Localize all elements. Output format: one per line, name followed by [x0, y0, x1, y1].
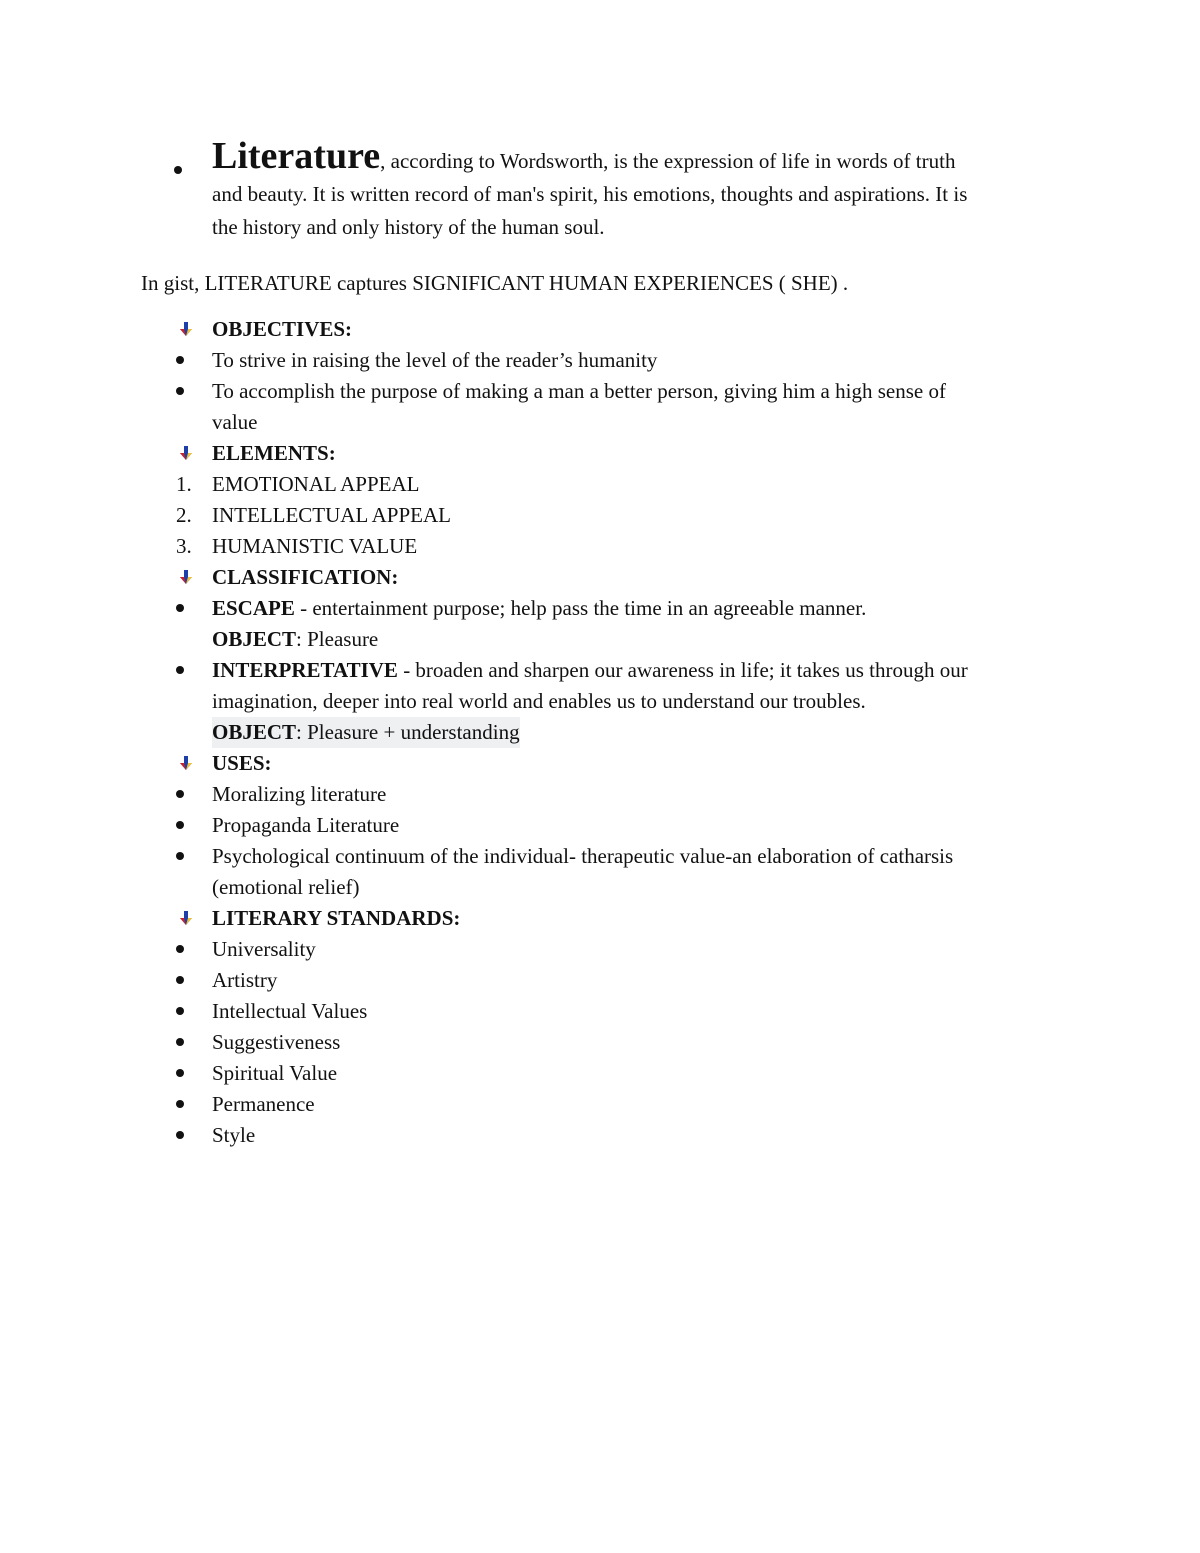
arrow-down-icon: [178, 445, 194, 461]
list-item: Intellectual Values: [174, 996, 1074, 1027]
list-item-continuation: (emotional relief): [212, 875, 360, 899]
arrow-down-icon: [178, 755, 194, 771]
list-item: ESCAPE - entertainment purpose; help pass the time in an agreeable manner.: [174, 593, 1074, 624]
classification-heading: CLASSIFICATION:: [212, 565, 399, 589]
list-item: To accomplish the purpose of making a man a better person, giving him a high sense of: [174, 376, 1074, 407]
list-item-continuation: value: [212, 410, 258, 434]
intro-line-2: and beauty. It is written record of man's spirit, his emotions, thoughts and aspirations. It is: [212, 182, 968, 206]
outline-list: [174, 314, 1074, 1151]
bullet-icon: [176, 945, 184, 953]
object-label: OBJECT: [212, 627, 297, 651]
list-item: Moralizing literature: [174, 779, 1074, 810]
list-item: Style: [174, 1120, 1074, 1151]
section-heading-elements: [174, 438, 1074, 469]
section-heading-uses: [174, 748, 1074, 779]
item-number: 3.: [176, 534, 192, 558]
list-item: Permanence: [174, 1089, 1074, 1120]
uses-heading: USES:: [212, 751, 272, 775]
arrow-down-icon: [178, 910, 194, 926]
bullet-icon: [176, 852, 184, 860]
section-heading-objectives: [174, 314, 1074, 345]
bullet-icon: [176, 976, 184, 984]
bullet-icon: [176, 604, 184, 612]
list-item: Universality: [174, 934, 1074, 965]
numbered-item: 2. INTELLECTUAL APPEAL: [174, 500, 1074, 531]
elements-heading: ELEMENTS:: [212, 441, 336, 465]
section-heading-standards: [174, 903, 1074, 934]
list-item: To strive in raising the level of the reader’s humanity: [174, 345, 1074, 376]
intro-line-1: , according to Wordsworth, is the expression of life in words of truth: [380, 149, 956, 173]
bullet-icon: [176, 1100, 184, 1108]
item-number: 1.: [176, 472, 192, 496]
list-item: INTERPRETATIVE - broaden and sharpen our awareness in life; it takes us through our: [174, 655, 1074, 686]
objectives-heading: OBJECTIVES:: [212, 317, 353, 341]
list-item-continuation: OBJECT: Pleasure: [212, 627, 379, 651]
arrow-down-icon: [178, 321, 194, 337]
list-item-continuation: OBJECT: Pleasure + understanding: [174, 717, 1074, 748]
standards-heading: LITERARY STANDARDS:: [212, 906, 461, 930]
bullet-icon: [176, 1131, 184, 1139]
arrow-down-icon: [178, 569, 194, 585]
bullet-icon: [174, 166, 182, 174]
object-label: OBJECT: [212, 720, 297, 744]
bullet-icon: [176, 1038, 184, 1046]
list-item: Spiritual Value: [174, 1058, 1074, 1089]
section-heading-classification: [174, 562, 1074, 593]
list-item: Suggestiveness: [174, 1027, 1074, 1058]
literature-term: Literature: [212, 135, 381, 177]
numbered-item: 3. HUMANISTIC VALUE: [174, 531, 1074, 562]
bullet-icon: [176, 1069, 184, 1077]
bullet-icon: [176, 1007, 184, 1015]
numbered-item: 1. EMOTIONAL APPEAL: [174, 469, 1074, 500]
interpretative-term: INTERPRETATIVE: [212, 658, 398, 682]
bullet-icon: [176, 387, 184, 395]
list-item: Artistry: [174, 965, 1074, 996]
gist-line: In gist, LITERATURE captures SIGNIFICANT HUMAN EXPERIENCES ( SHE) .: [141, 271, 849, 295]
bullet-icon: [176, 821, 184, 829]
escape-term: ESCAPE: [212, 596, 295, 620]
intro-line-3: the history and only history of the human soul.: [212, 215, 605, 239]
bullet-icon: [176, 790, 184, 798]
list-item: Propaganda Literature: [174, 810, 1074, 841]
bullet-icon: [176, 666, 184, 674]
bullet-icon: [176, 356, 184, 364]
list-item: Psychological continuum of the individual- therapeutic value-an elaboration of catharsis: [174, 841, 1074, 872]
item-number: 2.: [176, 503, 192, 527]
list-item-continuation: imagination, deeper into real world and enables us to understand our troubles.: [212, 689, 866, 713]
